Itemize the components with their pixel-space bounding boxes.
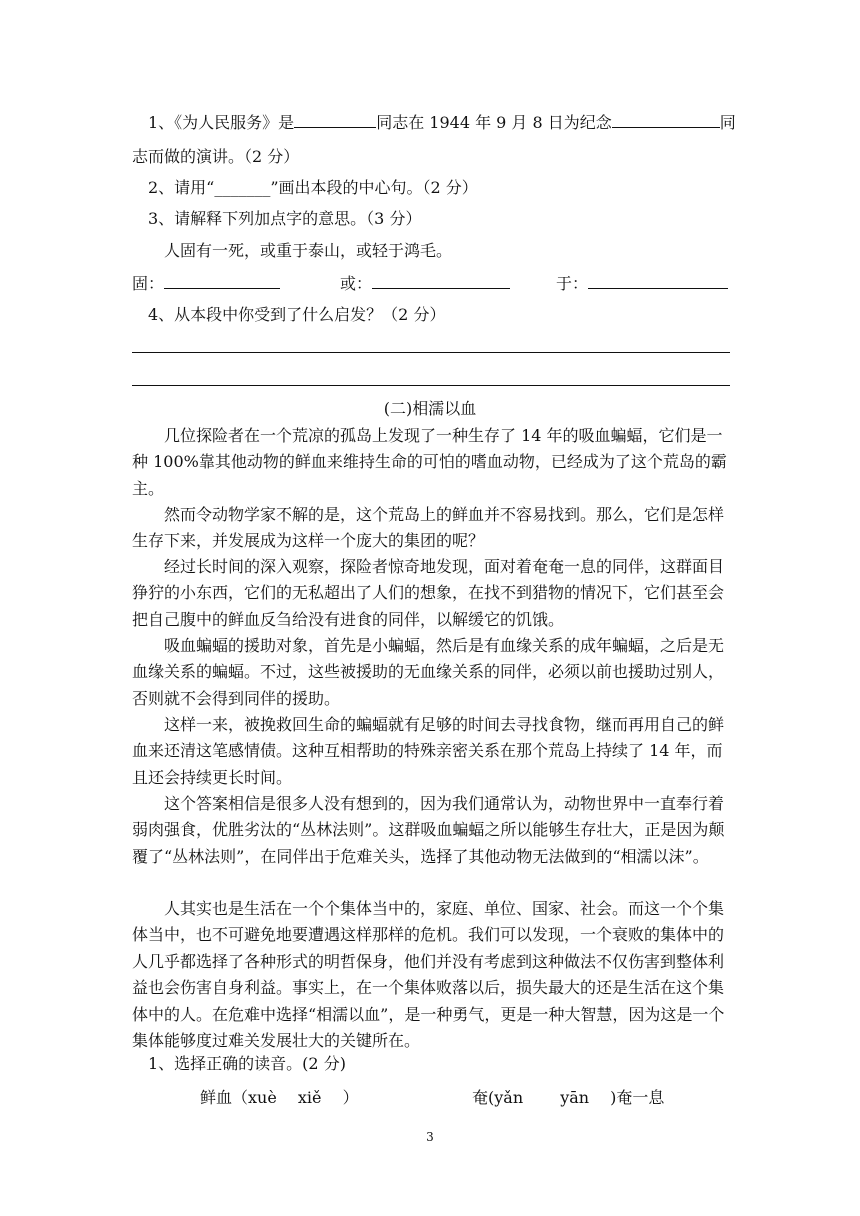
answer-line-1 xyxy=(132,352,730,353)
q3-sentence: 人固有一死，或重于泰山，或轻于鸿毛。 xyxy=(164,241,453,260)
passage-paragraph-4: 吸血蝙蝠的援助对象，首先是小蝙蝠，然后是有血缘关系的成年蝙蝠，之后是无血缘关系的蝙蝠。不过，这些被援助的无血缘关系的同伴，必须以前也援助过别人，否则就不会得到同伴的援助。 xyxy=(132,636,725,708)
q1-line xyxy=(148,112,736,134)
page-number: 3 xyxy=(426,1130,434,1144)
q3-huo-label: 或： xyxy=(340,274,373,293)
q1-text-c: 同 xyxy=(719,113,736,132)
q3-answers-huo xyxy=(340,273,510,295)
part2-q1: 1、选择正确的读音。(2 分) xyxy=(148,1054,346,1073)
q3-gu-label: 固： xyxy=(132,274,165,293)
passage-paragraph-1: 几位探险者在一个荒凉的孤岛上发现了一种生存了 14 年的吸血蝙蝠，它们是一种 100%靠其他动物的鲜血来维持生命的可怕的嗜血动物，已经成为了这个荒岛的霸主。 xyxy=(132,426,727,498)
q4-line: 4、从本段中你受到了什么启发？（2 分） xyxy=(148,305,446,324)
part2-q1-item-2: 奄(yǎn yān )奄一息 xyxy=(472,1088,665,1107)
q3-yu-blank xyxy=(588,274,728,289)
q3-yu-label: 于： xyxy=(556,274,589,293)
q3-huo-blank xyxy=(372,274,510,289)
part2-q1-item-1: 鲜血（xuè xiě ） xyxy=(200,1088,359,1107)
q2-line: 2、请用“_______”画出本段的中心句。（2 分） xyxy=(148,178,478,197)
q1-line-2: 志而做的演讲。（2 分） xyxy=(132,147,300,166)
passage-paragraph-3: 经过长时间的深入观察，探险者惊奇地发现，面对着奄奄一息的同伴，这群面目狰狞的小东西，它们的无私超出了人们的想象，在找不到猎物的情况下，它们甚至会把自己腹中的鲜血反刍给没有进食的同伴，以解缓它的饥饿。 xyxy=(132,557,725,629)
answer-line-2 xyxy=(132,385,730,386)
q1-text-b: 同志在 1944 年 9 月 8 日为纪念 xyxy=(376,113,612,132)
passage-paragraph-7: 人其实也是生活在一个个集体当中的，家庭、单位、国家、社会。而这一个个集体当中，也不可避免地要遭遇这样那样的危机。我们可以发现，一个衰败的集体中的人几乎都选择了各种形式的明哲保身，他们并没有考虑到这种做法不仅伤害到整体利益也会伤害自身利益。事实上，在一个集体败落以后，损失最大的还是生活在这个集体中的人。在危难中选择“相濡以血”，是一种勇气，更是一种大智慧，因为这是一个集体能够度过难关发展壮大的关键所在。 xyxy=(132,899,725,1051)
passage-paragraph-6: 这个答案相信是很多人没有想到的，因为我们通常认为，动物世界中一直奉行着弱肉强食，优胜劣汰的“丛林法则”。这群吸血蝙蝠之所以能够生存壮大，正是因为颠覆了“丛林法则”，在同伴出于危难关头，选择了其他动物无法做到的“相濡以沫”。 xyxy=(132,794,725,866)
q1-blank-2 xyxy=(612,113,720,128)
q3-gu-blank xyxy=(164,274,280,289)
q1-text-a: 1、《为人民服务》是 xyxy=(148,113,295,132)
q3-answers-yu xyxy=(556,273,728,295)
passage-paragraph-5: 这样一来，被挽救回生命的蝙蝠就有足够的时间去寻找食物，继而再用自己的鲜血来还清这笔感情债。这种互相帮助的特殊亲密关系在那个荒岛上持续了 14 年，而且还会持续更长时间。 xyxy=(132,715,725,787)
passage-paragraph-2: 然而令动物学家不解的是，这个荒岛上的鲜血并不容易找到。那么，它们是怎样生存下来，并发展成为这样一个庞大的集团的呢？ xyxy=(132,505,725,551)
passage-title: (二)相濡以血 xyxy=(383,399,477,418)
q3-line: 3、请解释下列加点字的意思。（3 分） xyxy=(148,209,422,228)
q3-answers xyxy=(132,273,280,295)
q1-blank-1 xyxy=(294,113,376,128)
